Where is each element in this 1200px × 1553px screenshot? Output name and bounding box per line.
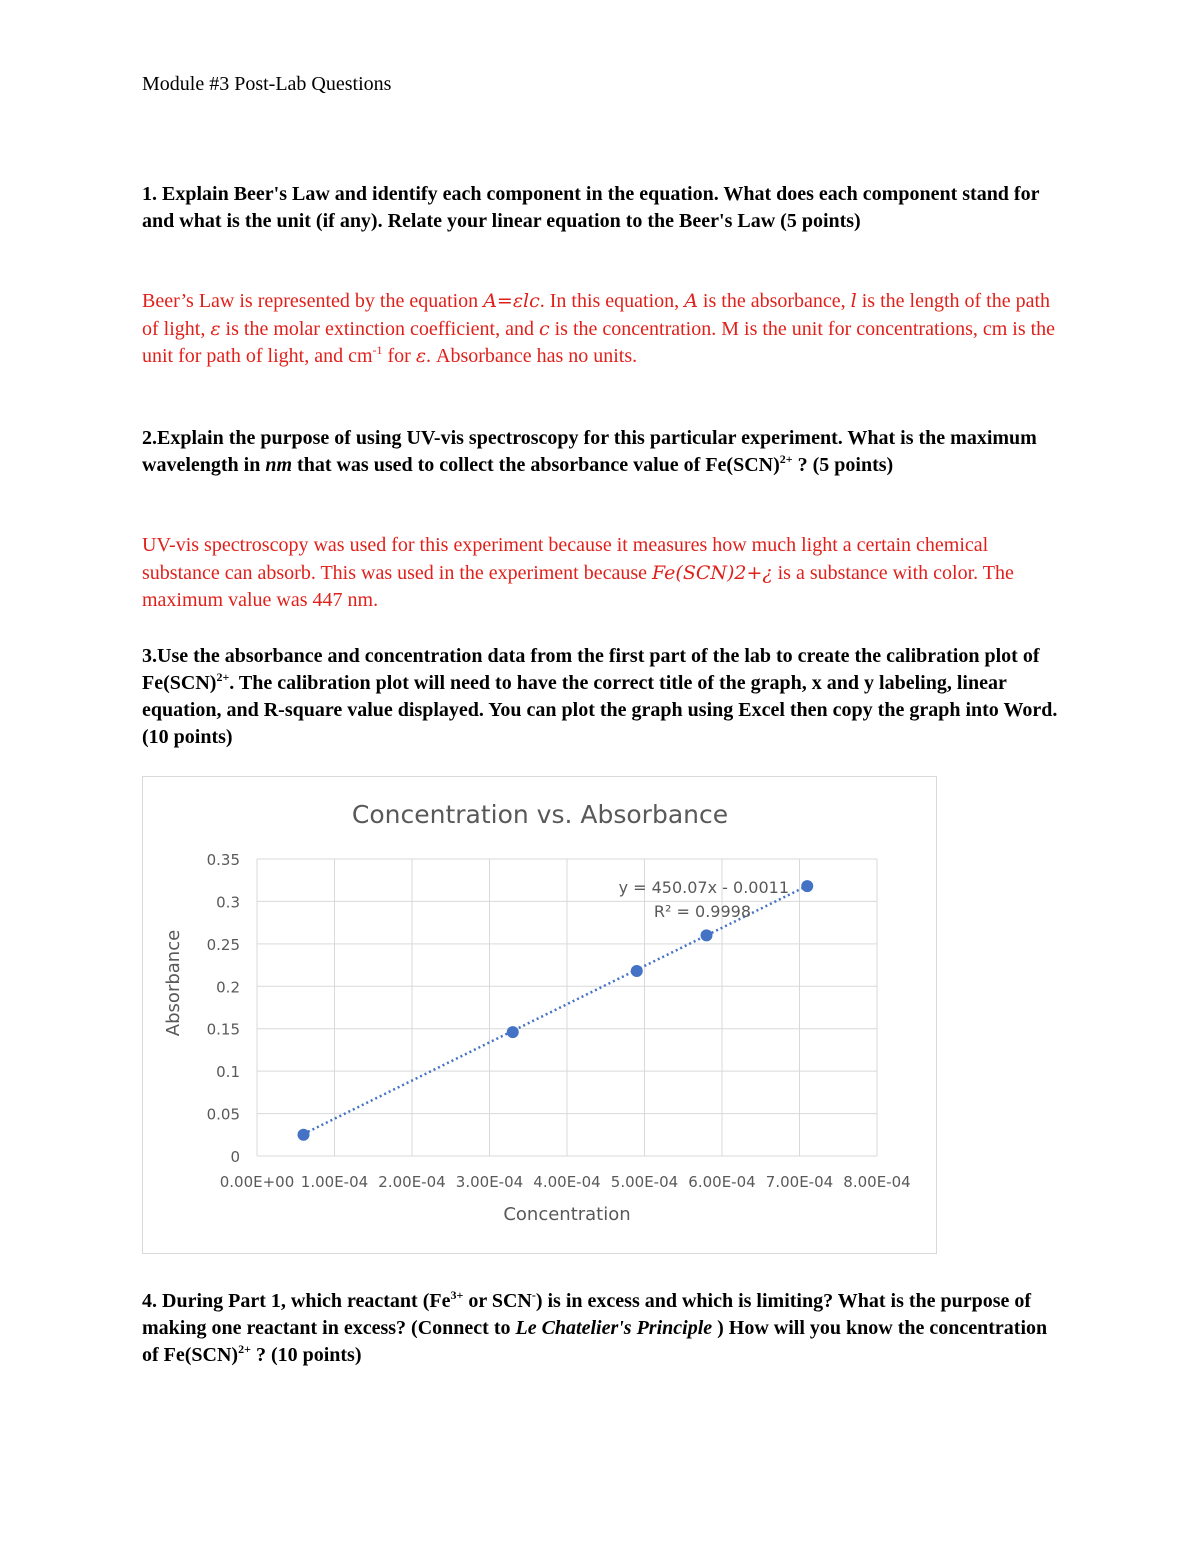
le-chatelier-principle: Le Chatelier's Principle <box>515 1317 713 1339</box>
x-axis-label: Concentration <box>503 1204 631 1225</box>
x-tick-label: 8.00E-04 <box>843 1173 911 1191</box>
answer-2: UV-vis spectroscopy was used for this experiment because it measures how much light a certain chemical substance can absorb. This was used in the experiment because Fe(SCN)2+¿ is a substance with color. The maximum value was 447 nm. <box>142 534 1014 611</box>
chart-title: Concentration vs. Absorbance <box>351 800 729 829</box>
x-tick-label: 4.00E-04 <box>533 1173 601 1191</box>
x-tick-label: 3.00E-04 <box>455 1173 524 1191</box>
y-tick-label: 0.05 <box>206 1105 240 1124</box>
x-tick-label: 5.00E-04 <box>610 1173 679 1191</box>
question-1: 1. Explain Beer's Law and identify each component in the equation. What does each component stand for and what is the unit (if any). Relate your linear equation to the Beer's Law (5 points) <box>142 183 1040 232</box>
x-tick-label: 0.00E+00 <box>219 1173 295 1191</box>
data-point <box>801 880 813 892</box>
y-tick-label: 0.2 <box>216 978 240 997</box>
calibration-chart-svg <box>143 777 938 1255</box>
y-tick-label: 0.25 <box>206 935 240 954</box>
question-2: 2.Explain the purpose of using UV-vis spectroscopy for this particular experiment. What is the maximum wavelength in nm that was used to collect the absorbance value of Fe(SCN)$^{2+}$ ? (5 points) <box>142 427 1037 476</box>
trendline <box>304 886 808 1134</box>
data-point <box>701 929 713 941</box>
x-tick-label: 7.00E-04 <box>765 1173 834 1191</box>
y-tick-label: 0.35 <box>206 851 240 869</box>
y-tick-label: 0 <box>230 1148 240 1166</box>
answer-1: Beer’s Law is represented by the equation A=εlc. In this equation, A is the absorbance, l is the length of the path of light, ε is the molar extinction coefficient, and c is the concentration. M is the unit for concentrations, cm is the unit for path of light, and $cm^{-1}$ for ε. Absorbance has no units. <box>142 290 1056 367</box>
page-header: Module #3 Post-Lab Questions <box>142 73 392 95</box>
data-point <box>298 1129 310 1141</box>
data-point <box>631 965 643 977</box>
x-tick-label: 6.00E-04 <box>688 1173 756 1191</box>
x-tick-label: 1.00E-04 <box>300 1173 369 1191</box>
beers-law-equation: A=εlc <box>483 290 540 312</box>
iron-thiocyanate-formula: Fe(SCN)2+¿ <box>652 561 773 584</box>
y-tick-label: 0.3 <box>216 893 240 912</box>
y-tick-label: 0.15 <box>206 1020 240 1039</box>
calibration-chart <box>142 776 937 1254</box>
x-tick-label: 2.00E-04 <box>378 1173 446 1191</box>
y-tick-label: 0.1 <box>216 1063 240 1082</box>
trendline-equation: y = 450.07x - 0.0011 <box>618 878 789 897</box>
y-axis-label: Absorbance <box>163 929 184 1037</box>
question-3: 3.Use the absorbance and concentration data from the first part of the lab to create the calibration plot of Fe(SCN)$^{2+}$. The calibration plot will need to have the correct title of the graph, x and y labeling, linear equation, and R-square value displayed. You can plot the graph using Excel then copy the graph into Word. (10 points) <box>142 645 1058 748</box>
question-4: 4. During Part 1, which reactant ($Fe^{3+}$ or SCN-) is in excess and which is limiting? What is the purpose of making one reactant in excess? (Connect to Le Chatelier's Principle ) How will you know the concentration of Fe(SCN)$^{2+}$ ? (10 points) <box>142 1288 1048 1366</box>
r-squared-label: R² = 0.9998 <box>653 902 751 921</box>
data-point <box>507 1026 519 1038</box>
